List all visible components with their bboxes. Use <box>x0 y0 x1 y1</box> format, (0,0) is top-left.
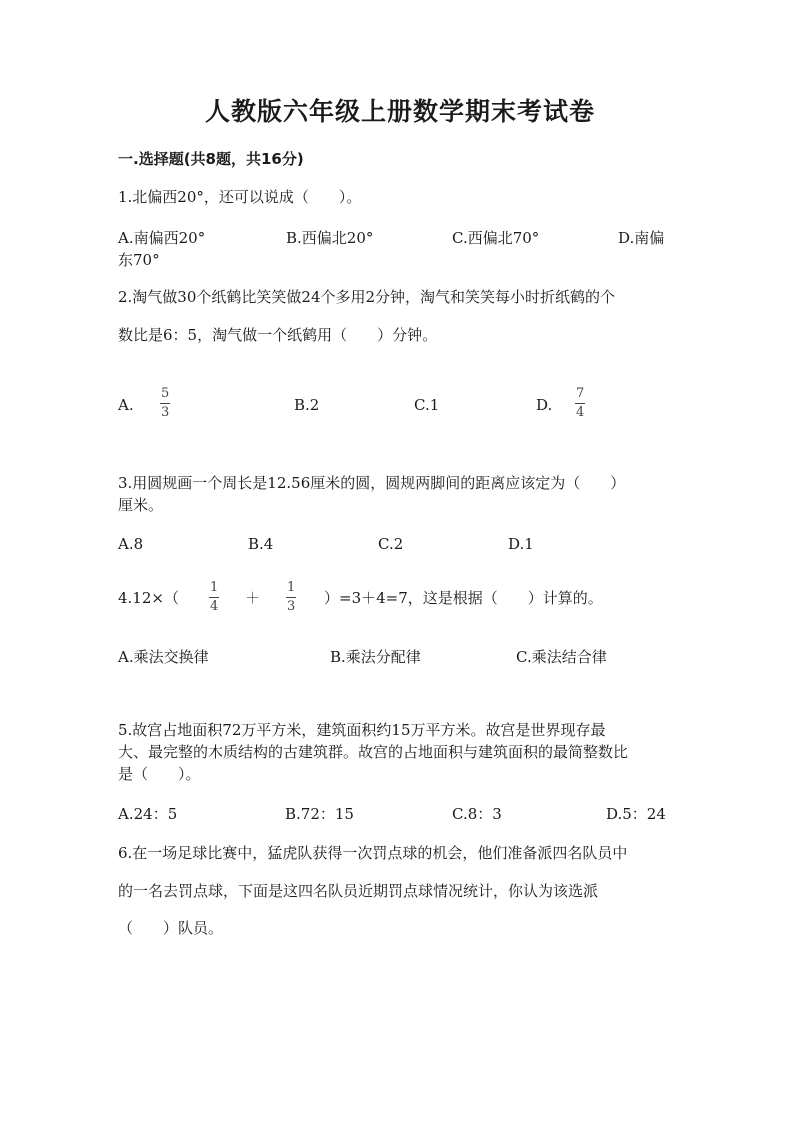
question-3-line-1: 3.用圆规画一个周长是12.56厘米的圆，圆规两脚间的距离应该定为（ ） <box>118 474 626 492</box>
page-title: 人教版六年级上册数学期末考试卷 <box>204 97 595 126</box>
question-4-option-a[interactable]: A.乘法交换律 <box>118 648 209 666</box>
question-4-fraction-1 <box>209 580 219 615</box>
question-3-option-a[interactable]: A.8 <box>118 535 144 553</box>
question-5-line-2: 大、最完整的木质结构的古建筑群。故宫的占地面积与建筑面积的最简整数比 <box>118 743 629 761</box>
fraction-numerator: 7 <box>576 386 585 401</box>
question-2-option-d[interactable]: D. <box>536 396 553 414</box>
fraction-numerator: 1 <box>287 580 296 595</box>
question-5-line-3: 是（ ）。 <box>118 765 201 783</box>
fraction-denominator: 4 <box>210 599 219 614</box>
question-2-option-c[interactable]: C.1 <box>414 396 440 414</box>
fraction-bar <box>160 403 170 404</box>
question-1-option-d-cont: 东70° <box>118 251 160 269</box>
question-1-option-a[interactable]: A.南偏西20° <box>118 229 206 247</box>
question-1-stem: 1.北偏西20°，还可以说成（ ）。 <box>118 188 362 206</box>
question-4-prefix: 4.12×（ <box>118 589 179 607</box>
question-4-option-b[interactable]: B.乘法分配律 <box>330 648 421 666</box>
question-2-option-b[interactable]: B.2 <box>294 396 320 414</box>
question-2-line-1: 2.淘气做30个纸鹤比笑笑做24个多用2分钟，淘气和笑笑每小时折纸鹤的个 <box>118 288 616 306</box>
fraction-numerator: 1 <box>210 580 219 595</box>
question-4-option-c[interactable]: C.乘法结合律 <box>516 648 607 666</box>
question-1-option-d[interactable]: D.南偏 <box>618 229 665 247</box>
question-5-line-1: 5.故宫占地面积72万平方米，建筑面积约15万平方米。故宫是世界现存最 <box>118 721 606 739</box>
question-1-option-c[interactable]: C.西偏北70° <box>452 229 540 247</box>
question-3-option-b[interactable]: B.4 <box>248 535 274 553</box>
question-3-option-d[interactable]: D.1 <box>508 535 534 553</box>
fraction-denominator: 3 <box>161 405 170 420</box>
section-heading: 一.选择题(共8题，共16分) <box>118 150 304 168</box>
question-5-option-a[interactable]: A.24：5 <box>118 805 178 823</box>
question-2-option-d-fraction <box>575 386 585 421</box>
fraction-denominator: 4 <box>576 405 585 420</box>
fraction-denominator: 3 <box>287 599 296 614</box>
question-3-option-c[interactable]: C.2 <box>378 535 404 553</box>
fraction-bar <box>209 597 219 598</box>
fraction-numerator: 5 <box>161 386 170 401</box>
question-6-line-2: 的一名去罚点球，下面是这四名队员近期罚点球情况统计，你认为该选派 <box>118 882 599 900</box>
question-5-option-b[interactable]: B.72：15 <box>285 805 354 823</box>
question-5-option-d[interactable]: D.5：24 <box>606 805 666 823</box>
question-6-line-1: 6.在一场足球比赛中，猛虎队获得一次罚点球的机会，他们准备派四名队员中 <box>118 844 628 862</box>
question-2-option-a[interactable]: A. <box>118 396 134 414</box>
fraction-bar <box>286 597 296 598</box>
question-3-line-2: 厘米。 <box>118 496 164 514</box>
question-6-line-3: （ ）队员。 <box>118 919 224 937</box>
question-4-suffix: ）=3＋4=7，这是根据（ ）计算的。 <box>324 589 603 607</box>
question-1-option-b[interactable]: B.西偏北20° <box>286 229 374 247</box>
question-2-option-a-fraction <box>160 386 170 421</box>
fraction-bar <box>575 403 585 404</box>
question-4-fraction-2 <box>286 580 296 615</box>
question-5-option-c[interactable]: C.8：3 <box>452 805 502 823</box>
question-4-plus: ＋ <box>245 589 261 607</box>
question-2-line-2: 数比是6：5，淘气做一个纸鹤用（ ）分钟。 <box>118 326 438 344</box>
